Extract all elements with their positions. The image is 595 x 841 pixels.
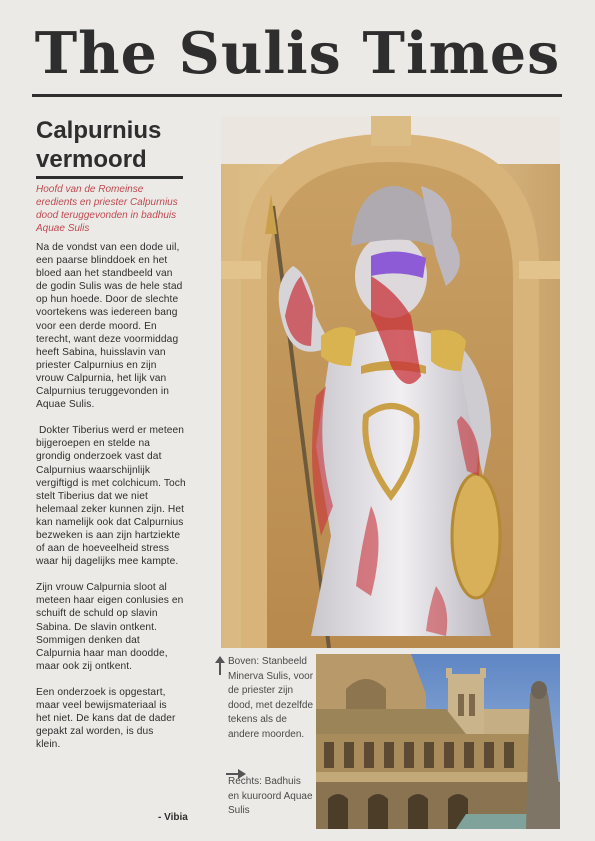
masthead-rule — [32, 94, 562, 97]
article-paragraph: Zijn vrouw Calpurnia sloot al meteen haar eigen conlusies en schuift de schuld op slavin Sabina. De slavin ontkent. Sommigen denken dat Calpurnia haar man doodde, maar ook zij ontkent. — [36, 582, 184, 672]
bath-photo — [316, 654, 560, 829]
article-column — [36, 116, 189, 751]
masthead-title: The Sulis Times — [34, 20, 561, 87]
article-paragraph: Een onderzoek is opgestart, maar veel bewijsmateriaal is het niet. De kans dat de dader gepakt zal worden, is dus klein. — [36, 686, 176, 751]
caption-statue: Boven: Stanbeeld Minerva Sulis, voor de priester zijn dood, met dezelfde tekens als de andere moorden. — [228, 656, 314, 740]
headline-rule — [36, 176, 183, 179]
article-paragraph: Dokter Tiberius werd er meteen bijgeroepen en stelde na grondig onderzoek vast dat Calpurnius waarschijnlijk vergiftigd is met colchicum. Toch stelt Tiberius dat we niet helemaal zeker kunnen zijn. Het kan namelijk ook dat Calpurnius bezweken is aan zijn hartziekte of aan de hoeveelheid stress waar hij dagelijks mee kampte. — [36, 425, 189, 568]
caption-bath: Rechts: Badhuis en kuuroord Aquae Sulis — [228, 776, 313, 816]
arrow-up-icon — [215, 656, 225, 676]
article-paragraph: Na de vondst van een dode uil, een paarse blinddoek en het bloed aan het standbeeld van de godin Sulis was de hele stad op hun hoede. Door de slechte voortekens was iedereen bang voor een derde moord. En terecht, want deze voormiddag heeft Sabina, huisslavin van priester Calpurnius en zijn vrouw Calpurnia, het lijk van Calpurnius teruggevonden in Aquae Sulis. — [36, 242, 186, 411]
article-subheadline: Hoofd van de Romeinse eredients en priester Calpurnius dood teruggevonden in badhuis Aquae Sulis — [36, 184, 178, 234]
article-headline: Calpurnius vermoord — [36, 117, 162, 173]
article-byline: - Vibia — [158, 812, 188, 823]
statue-photo — [221, 116, 560, 648]
